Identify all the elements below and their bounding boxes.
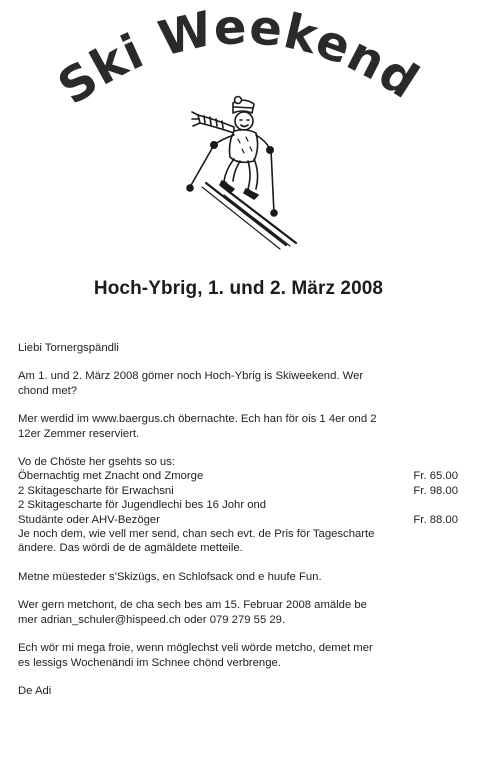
- price-amount: Fr. 88.00: [413, 513, 458, 526]
- closing-paragraph: Ech wör mi mega froie, wenn möglechst veli wörde metcho, demet mer es lessigs Wochenändi im Schnee chönd verbrenge.: [18, 642, 373, 669]
- packing-paragraph: Metne müesteder s'Skizügs, en Schlofsack ond e huufe Fun.: [18, 570, 322, 583]
- costs-intro: Vo de Chöste her gsehts so us:: [18, 456, 175, 469]
- price-label: Öbernachtig met Znacht ond Zmorge: [18, 470, 204, 483]
- signature: De Adi: [18, 684, 52, 697]
- price-label: 2 Skitagescharte för Jugendlechi bes 16 Johr ond: [18, 499, 267, 512]
- price-row: [18, 498, 458, 512]
- price-amount: Fr. 65.00: [413, 470, 458, 483]
- flyer-body: [18, 341, 458, 712]
- price-amount: Fr. 98.00: [413, 484, 458, 497]
- price-label: Studänte oder AHV-Bezöger: [18, 513, 160, 526]
- price-label: 2 Skitagescharte för Erwachsni: [18, 484, 174, 497]
- price-row: [18, 484, 458, 498]
- signup-paragraph: Wer gern metchont, de cha sech bes am 15. Februar 2008 amälde be mer adrian_schuler@hispeed.ch oder 079 279 55 29.: [18, 599, 367, 626]
- event-headline: Hoch-Ybrig, 1. und 2. März 2008: [93, 278, 384, 299]
- price-row: [18, 513, 458, 527]
- costs-paragraph: Vo de Chöste her gsehts so us: Öbernachtig met Znacht ond Zmorge Fr. 65.00 2 Skitagescharte för Erwachsni Fr. 98.00 2 Skitagescharte för Jugendlechi bes 16 Johr ond Studänte oder AHV-Bezöger Fr. 88.00 Je noch dem, wie vell mer send, chan sech evt. de Pris för Tagescharte ändere. Das wördi de de agmäldete metteile.: [18, 456, 458, 555]
- skier-icon: [178, 95, 303, 250]
- greeting: Liebi Tornergspändli: [18, 342, 119, 354]
- lodging-paragraph: Mer werdid im www.baergus.ch öbernachte. Ech han för ois 1 4er ond 2 12er Zemmer reserviert.: [18, 413, 377, 440]
- intro-paragraph: Am 1. und 2. März 2008 gömer noch Hoch-Ybrig is Skiweekend. Wer chond met?: [18, 370, 364, 397]
- flyer-title-text: Ski Weekend: [48, 0, 429, 116]
- price-row: [18, 469, 458, 483]
